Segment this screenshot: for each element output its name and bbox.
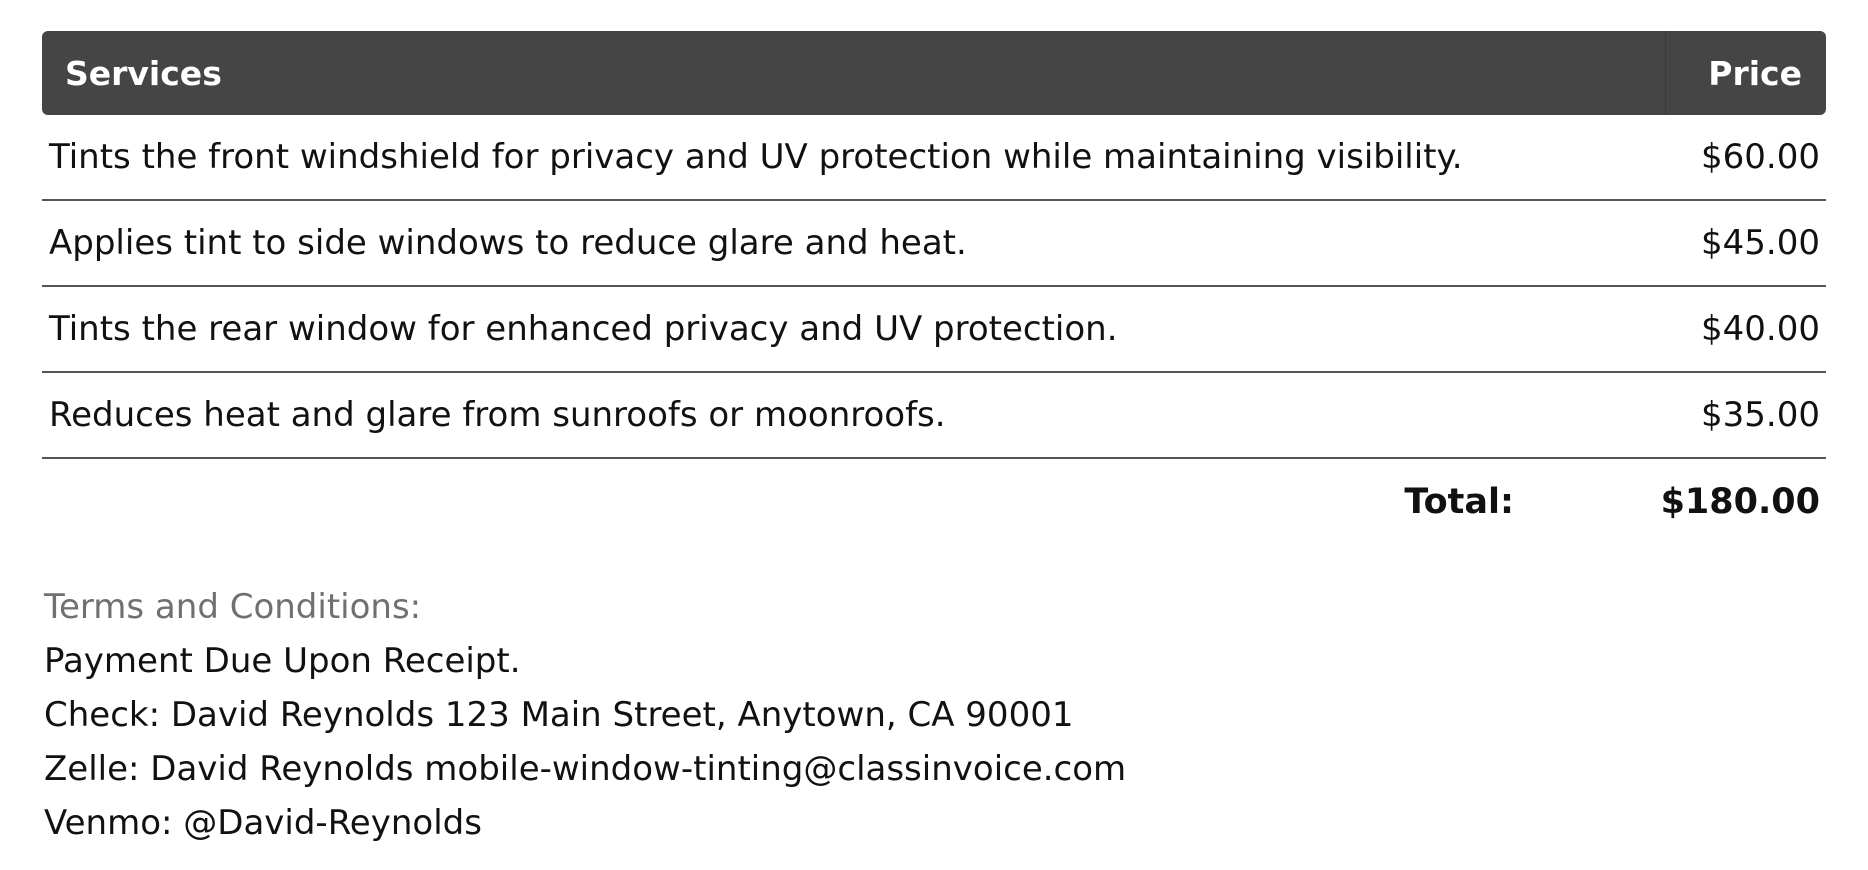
table-row — [42, 115, 1826, 201]
service-price: $35.00 — [1701, 395, 1820, 435]
terms-title: Terms and Conditions: — [44, 587, 422, 627]
table-row — [42, 287, 1826, 373]
services-column-header: Services — [65, 53, 222, 93]
service-description: Reduces heat and glare from sunroofs or moonroofs. — [49, 395, 946, 435]
zelle-payment-text: Zelle: David Reynolds mobile-window-tinting@classinvoice.com — [44, 749, 1127, 789]
payment-due-text: Payment Due Upon Receipt. — [44, 641, 521, 681]
total-row — [42, 459, 1826, 545]
service-description: Applies tint to side windows to reduce glare and heat. — [49, 223, 967, 263]
terms-section — [44, 580, 1126, 850]
service-price: $45.00 — [1701, 223, 1820, 263]
total-label: Total: — [1404, 482, 1514, 522]
total-value: $180.00 — [1660, 482, 1820, 522]
service-price: $40.00 — [1701, 309, 1820, 349]
table-row — [42, 201, 1826, 287]
venmo-payment-text: Venmo: @David-Reynolds — [44, 803, 482, 843]
service-description: Tints the front windshield for privacy and UV protection while maintaining visibility. — [49, 137, 1463, 177]
table-row — [42, 373, 1826, 459]
check-payment-text: Check: David Reynolds 123 Main Street, Anytown, CA 90001 — [44, 695, 1074, 735]
services-table — [42, 31, 1826, 545]
table-header — [42, 31, 1826, 115]
service-description: Tints the rear window for enhanced privacy and UV protection. — [49, 309, 1118, 349]
price-column-header: Price — [1665, 31, 1826, 115]
service-price: $60.00 — [1701, 137, 1820, 177]
